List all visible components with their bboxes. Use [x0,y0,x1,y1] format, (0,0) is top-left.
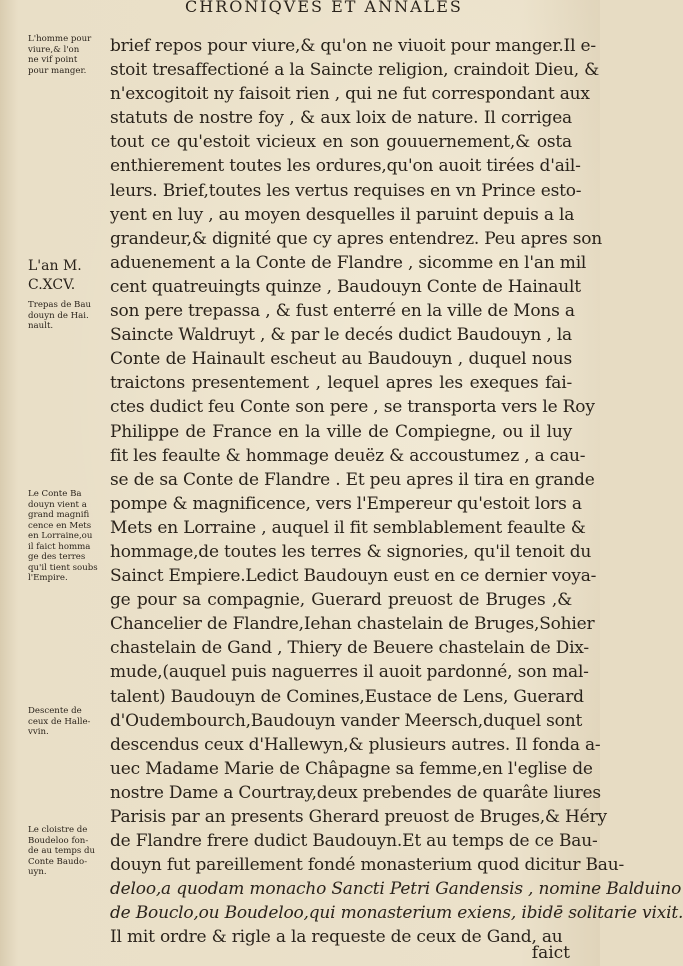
text-line: tout ce qu'estoit vicieux en son gouuernement,& osta [110,132,572,153]
text-line: uec Madame Marie de Châpagne sa femme,en l'eglise de [110,758,593,779]
text-line: enthierement toutes les ordures,qu'on auoit tirées d'ail- [110,156,581,177]
margin-note-6: Le cloistre de Boudeloo fon- de au temps du Conte Baudo- uyn. [28,825,96,877]
text-line: douyn fut pareillement fondé monasterium quod dicitur Bau- [110,855,625,876]
body-text [110,34,683,950]
text-line: Saincte Waldruyt , & par le decés dudict Baudouyn , la [110,325,572,346]
text-line: cent quatreuingts quinze , Baudouyn Conte de Hainault [110,276,581,297]
text-line: leurs. Brief,toutes les vertus requises en vn Prince esto- [110,180,582,201]
text-line: nostre Dame a Courtray,deux prebendes de quarâte liures [110,782,601,803]
text-line: Sainct Empiere.Ledict Baudouyn eust en ce dernier voya- [110,566,597,587]
text-line: Conte de Hainault escheut au Baudouyn , duquel nous [110,349,572,370]
text-line: statuts de nostre foy , & aux loix de nature. Il corrigea [110,108,572,129]
text-line-latin: de Bouclo,ou Boudeloo,qui monasterium exiens, ibidē solitarie vixit. [110,903,683,924]
text-line: Philippe de France en la ville de Compiegne, ou il luy [110,421,572,442]
margin-note-5: Descente de ceux de Halle- vvin. [28,706,91,737]
text-line: Parisis par an presents Gherard preuost de Bruges,& Héry [110,807,607,827]
text-line: stoit tresaffectioné a la Saincte religion, craindoit Dieu, & [110,60,600,81]
text-line-latin: deloo,a quodam monacho Sancti Petri Gandensis , nomine Balduino [110,879,682,900]
text-line: chastelain de Gand , Thiery de Beuere chastelain de Dix- [110,638,589,659]
text-line: se de sa Conte de Flandre . Et peu apres il tira en grande [110,469,595,490]
text-line: mude,(auquel puis naguerres il auoit pardonné, son mal- [110,662,589,683]
text-line: hommage,de toutes les terres & signories, qu'il tenoit du [110,541,592,562]
text-line: ctes dudict feu Conte son pere , se transporta vers le Roy [110,397,595,418]
margin-note-4: Le Conte Ba douyn vient a grand magnifi cence en Mets en Lorraine,ou il faict homma ge des terres qu'il tient soubs l'Empire. [28,489,98,583]
text-line: grandeur,& dignité que cy apres entendrez. Peu apres son [110,228,603,249]
text-line: aduenement a la Conte de Flandre , sicomme en l'an mil [110,252,587,273]
text-line: brief repos pour viure,& qu'on ne viuoit pour manger.Il e- [110,36,596,56]
text-line: d'Oudembourch,Baudouyn vander Meersch,duquel sont [110,710,583,731]
text-line: talent) Baudouyn de Comines,Eustace de Lens, Guerard [110,686,584,707]
margin-notes [0,0,112,966]
text-line: Mets en Lorraine , auquel il fit semblablement feaulte & [110,517,586,538]
text-line: Chancelier de Flandre,Iehan chastelain de Bruges,Sohier [110,614,595,635]
text-line: ge pour sa compagnie, Guerard preuost de Bruges ,& [110,590,572,611]
margin-note-2: L'an M. C.XCV. [28,258,82,293]
text-line: Il mit ordre & rigle a la requeste de ceux de Gand, au [110,927,563,948]
margin-note-1: L'homme pour viure,& l'on ne vif point pour manger. [28,34,92,76]
text-line: n'excogitoit ny faisoit rien , qui ne fut correspondant aux [110,84,590,105]
text-line: traictons presentement , lequel apres les exeques fai- [110,373,572,394]
text-line: pompe & magnificence, vers l'Empereur qu'estoit lors a [110,493,582,514]
text-line: de Flandre frere dudict Baudouyn.Et au temps de ce Bau- [110,831,598,852]
text-line: fit les feaulte & hommage deuëz & accoustumez , a cau- [110,445,586,466]
text-line: yent en luy , au moyen desquelles il paruint depuis a la [110,204,575,225]
running-title: CHRONIQVES ET ANNALES [185,0,463,16]
text-line: son pere trepassa , & fust enterré en la ville de Mons a [110,301,575,322]
text-line: descendus ceux d'Hallewyn,& plusieurs autres. Il fonda a- [110,734,601,755]
margin-note-3: Trepas de Bau douyn de Hai. nault. [28,300,91,331]
catchword: faict [531,943,570,963]
